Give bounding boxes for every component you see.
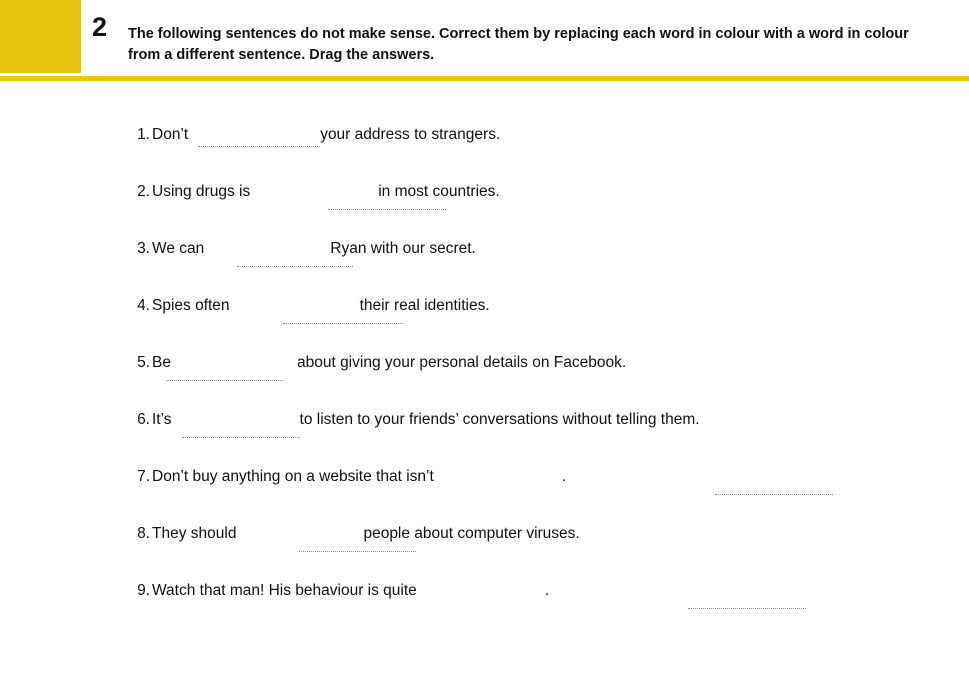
question-text-after: your address to strangers.: [320, 126, 501, 143]
question-text-before: Spies often: [152, 297, 230, 314]
question-text-before: Be: [152, 354, 171, 371]
question-text: [152, 183, 500, 201]
question-number: 5.: [137, 354, 150, 371]
question-text-after: .: [561, 468, 567, 485]
question-text-before: Don’t buy anything on a website that isn’t: [152, 468, 434, 485]
question-text-before: Don’t: [152, 126, 189, 143]
question-text-after: their real identities.: [359, 297, 490, 314]
question-row: [0, 438, 969, 495]
question-number: 6.: [137, 411, 150, 428]
question-text-before: We can: [152, 240, 205, 257]
question-row: [0, 153, 969, 210]
header-color-block: [0, 0, 81, 73]
question-text-after: to listen to your friends’ conversations without telling them.: [299, 411, 700, 428]
question-text-before: They should: [152, 525, 237, 542]
question-text: [152, 354, 626, 372]
question-number: 3.: [137, 240, 150, 257]
question-text: [152, 525, 580, 543]
question-row: [0, 267, 969, 324]
question-row: [0, 210, 969, 267]
question-text: [152, 297, 490, 315]
question-text-before: It’s: [152, 411, 172, 428]
question-text: [152, 582, 549, 600]
question-row: [0, 495, 969, 552]
question-text-before: Using drugs is: [152, 183, 251, 200]
question-text-after: people about computer viruses.: [363, 525, 580, 542]
question-number: 7.: [137, 468, 150, 485]
exercise-instructions: The following sentences do not make sense. Correct them by replacing each word in colour with a word in colour from a different sentence. Drag the answers.: [128, 26, 909, 63]
question-number: 4.: [137, 297, 150, 314]
question-text-before: Watch that man! His behaviour is quite: [152, 582, 417, 599]
question-row: [0, 324, 969, 381]
answer-blank-line: [198, 146, 320, 147]
question-text-after: in most countries.: [378, 183, 500, 200]
question-list: [0, 96, 969, 609]
header-divider-thin: [0, 80, 969, 81]
exercise-header: [0, 0, 969, 78]
question-text: [152, 126, 500, 144]
answer-blank-line: [688, 608, 806, 609]
exercise-number: 2: [92, 12, 108, 42]
question-number: 8.: [137, 525, 150, 542]
question-number: 2.: [137, 183, 150, 200]
question-number: 9.: [137, 582, 150, 599]
question-row: [0, 96, 969, 153]
question-text-after: about giving your personal details on Facebook.: [296, 354, 627, 371]
question-number: 1.: [137, 126, 150, 143]
question-row: [0, 552, 969, 609]
question-row: [0, 381, 969, 438]
question-text: [152, 411, 700, 429]
question-text: [152, 468, 566, 486]
question-text-after: Ryan with our secret.: [330, 240, 476, 257]
question-text-after: .: [544, 582, 550, 599]
question-text: [152, 240, 476, 258]
